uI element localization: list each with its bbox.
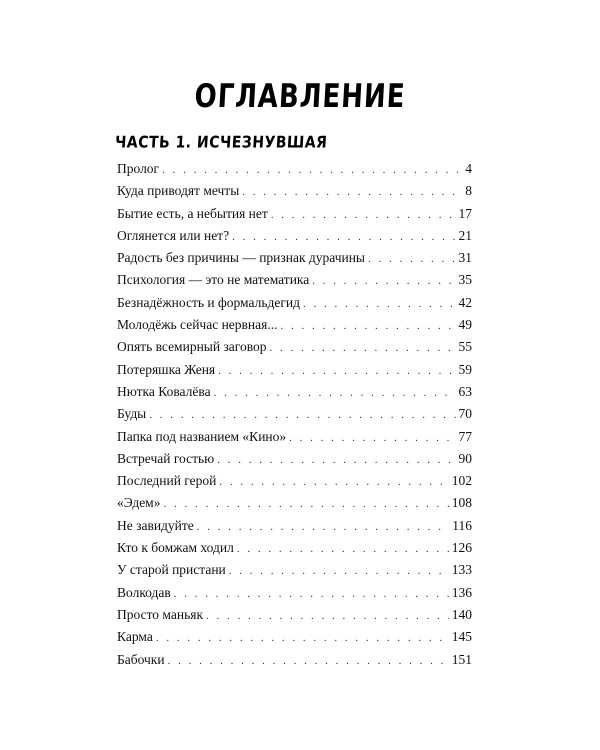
toc-entry bbox=[117, 180, 472, 202]
toc-entry bbox=[117, 559, 472, 581]
toc-dot-leader bbox=[237, 538, 449, 560]
toc-entry-title: Пролог bbox=[117, 161, 160, 176]
toc-entry bbox=[117, 604, 472, 626]
toc-entry-page-number: 133 bbox=[451, 562, 472, 578]
toc-dot-leader bbox=[217, 449, 455, 471]
toc-entry-title: Кто к бомжам ходил bbox=[117, 540, 234, 556]
toc-dot-leader bbox=[289, 427, 455, 449]
toc-entry-title: Карма bbox=[117, 629, 153, 645]
toc-dot-leader bbox=[280, 315, 455, 337]
toc-entry-page-number: 63 bbox=[458, 383, 472, 399]
toc-entry-page-number: 136 bbox=[451, 584, 472, 600]
toc-entry-title: Последний герой bbox=[117, 473, 217, 489]
toc-entry-page-number: 77 bbox=[458, 428, 472, 444]
toc-entry-title: Не завидуйте bbox=[117, 517, 194, 533]
toc-dot-leader bbox=[232, 226, 455, 248]
toc-dot-leader bbox=[368, 248, 455, 270]
toc-entry bbox=[117, 158, 472, 180]
toc-dot-leader bbox=[168, 650, 449, 672]
toc-entry-page-number: 59 bbox=[458, 361, 472, 377]
toc-entry bbox=[117, 225, 472, 247]
toc-entry-title: Волкодав bbox=[117, 584, 171, 600]
toc-entry bbox=[117, 492, 472, 514]
toc-entry-title: У старой пристани bbox=[117, 562, 226, 578]
toc-entry-page-number: 151 bbox=[451, 651, 472, 667]
toc-dot-leader bbox=[156, 627, 449, 649]
toc-entry-page-number: 108 bbox=[451, 495, 472, 511]
toc-entry-page-number: 17 bbox=[458, 205, 472, 221]
toc-entry bbox=[117, 247, 472, 269]
toc-entry-title: «Эдем» bbox=[117, 495, 161, 511]
toc-dot-leader bbox=[312, 270, 455, 292]
toc-entry bbox=[117, 626, 472, 648]
toc-dot-leader bbox=[162, 159, 462, 181]
toc-entry bbox=[117, 537, 472, 559]
toc-entry-title: Оглянется или нет? bbox=[117, 227, 230, 243]
toc-entry bbox=[117, 359, 472, 381]
toc-entry-title: Бабочки bbox=[117, 651, 165, 667]
toc-dot-leader bbox=[218, 360, 455, 382]
table-of-contents bbox=[117, 158, 472, 671]
toc-entry-title: Просто маньяк bbox=[117, 606, 204, 622]
toc-dot-leader bbox=[270, 337, 456, 359]
toc-entry bbox=[117, 448, 472, 470]
toc-dot-leader bbox=[242, 181, 462, 203]
toc-entry-page-number: 8 bbox=[465, 183, 472, 199]
toc-dot-leader bbox=[206, 605, 449, 627]
toc-entry bbox=[117, 403, 472, 425]
toc-entry-title: Буды bbox=[117, 406, 147, 422]
toc-entry-page-number: 31 bbox=[458, 250, 472, 266]
toc-entry-title: Куда приводят мечты bbox=[117, 183, 240, 199]
toc-entry-page-number: 126 bbox=[451, 540, 472, 556]
toc-entry-title: Потеряшка Женя bbox=[117, 361, 216, 377]
toc-entry-title: Опять всемирный заговор bbox=[117, 339, 267, 355]
toc-dot-leader bbox=[214, 382, 456, 404]
toc-entry-page-number: 70 bbox=[458, 406, 472, 422]
part-heading: ЧАСТЬ 1. ИСЧЕЗНУВШАЯ bbox=[114, 133, 328, 153]
toc-entry bbox=[117, 314, 472, 336]
toc-entry-title: Молодёжь сейчас нервная... bbox=[117, 317, 278, 333]
toc-entry-page-number: 140 bbox=[451, 606, 472, 622]
toc-entry-page-number: 21 bbox=[458, 227, 472, 243]
toc-dot-leader bbox=[197, 516, 449, 538]
toc-entry-page-number: 90 bbox=[458, 450, 472, 466]
toc-dot-leader bbox=[149, 404, 455, 426]
toc-entry bbox=[117, 582, 472, 604]
toc-entry-page-number: 42 bbox=[458, 294, 472, 310]
page-title: ОГЛАВЛЕНИЕ bbox=[193, 78, 407, 116]
toc-entry-page-number: 102 bbox=[451, 473, 472, 489]
toc-entry bbox=[117, 269, 472, 291]
toc-entry-page-number: 116 bbox=[452, 517, 472, 533]
toc-entry-title: Встречай гостью bbox=[117, 450, 215, 466]
toc-entry bbox=[117, 336, 472, 358]
toc-entry-page-number: 35 bbox=[458, 272, 472, 288]
toc-entry-title: Папка под названием «Кино» bbox=[117, 428, 287, 444]
toc-entry bbox=[117, 203, 472, 225]
toc-entry bbox=[117, 649, 472, 671]
toc-entry-title: Бытие есть, а небытия нет bbox=[117, 205, 268, 221]
toc-entry bbox=[117, 515, 472, 537]
toc-entry-page-number: 55 bbox=[458, 339, 472, 355]
toc-dot-leader bbox=[219, 471, 448, 493]
toc-dot-leader bbox=[174, 583, 449, 605]
toc-entry-title: Психология — это не математика bbox=[117, 272, 310, 288]
toc-entry-title: Нютка Ковалёва bbox=[117, 383, 211, 399]
toc-entry bbox=[117, 470, 472, 492]
toc-entry-title: Радость без причины — признак дурачины bbox=[117, 250, 366, 266]
toc-dot-leader bbox=[163, 493, 448, 515]
toc-dot-leader bbox=[303, 293, 456, 315]
toc-dot-leader bbox=[271, 204, 456, 226]
toc-entry-page-number: 4 bbox=[465, 161, 472, 176]
toc-entry-title: Безнадёжность и формальдегид bbox=[117, 294, 300, 310]
toc-entry bbox=[117, 292, 472, 314]
toc-entry-page-number: 145 bbox=[451, 629, 472, 645]
toc-entry bbox=[117, 426, 472, 448]
toc-entry bbox=[117, 381, 472, 403]
toc-entry-page-number: 49 bbox=[458, 317, 472, 333]
toc-dot-leader bbox=[229, 560, 449, 582]
